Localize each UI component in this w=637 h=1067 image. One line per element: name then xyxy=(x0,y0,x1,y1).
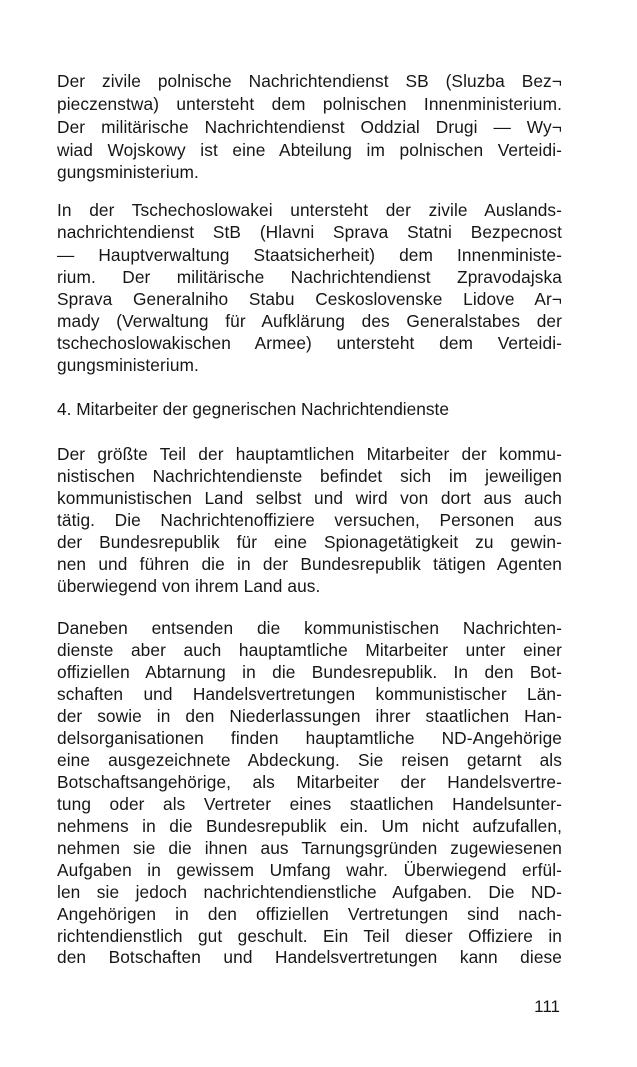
paragraph-4-line-10: nehmens in die Bundesrepublik ein. Um nicht aufzufallen, xyxy=(57,816,562,836)
paragraph-4-line-5: der sowie in den Niederlassungen ihrer staatlichen Han- xyxy=(57,706,562,726)
paragraph-1-line-4: wiad Wojskowy ist eine Abteilung im polnischen Verteidi- xyxy=(57,140,562,160)
paragraph-1-line-5: gungsministerium. xyxy=(57,162,199,182)
page-number: 111 xyxy=(534,997,560,1016)
paragraph-4-line-2: dienste aber auch hauptamtliche Mitarbeiter unter einer xyxy=(57,640,562,660)
paragraph-3-line-3: kommunistischen Land selbst und wird von dort aus auch xyxy=(57,488,562,508)
paragraph-2-line-5: Sprava Generalniho Stabu Ceskoslovenske Lidove Ar¬ xyxy=(57,289,562,309)
paragraph-3-line-4: tätig. Die Nachrichtenoffiziere versuchen, Personen aus xyxy=(57,510,562,530)
paragraph-1-line-1: Der zivile polnische Nachrichtendienst SB (Sluzba Bez¬ xyxy=(57,71,562,91)
paragraph-2-line-8: gungsministerium. xyxy=(57,355,199,375)
paragraph-1-line-3: Der militärische Nachrichtendienst Oddzial Drugi — Wy¬ xyxy=(57,117,562,137)
paragraph-2-line-1: In der Tschechoslowakei untersteht der zivile Auslands- xyxy=(57,200,562,220)
paragraph-4-line-14: Angehörigen in den offiziellen Vertretungen sind nach- xyxy=(57,904,562,924)
paragraph-2-line-7: tschechoslowakischen Armee) untersteht dem Verteidi- xyxy=(57,333,562,353)
paragraph-4-line-7: eine ausgezeichnete Abdeckung. Sie reisen getarnt als xyxy=(57,750,562,770)
paragraph-2-line-2: nachrichtendienst StB (Hlavni Sprava Statni Bezpecnost xyxy=(57,222,562,242)
paragraph-4-line-9: tung oder als Vertreter eines staatlichen Handelsunter- xyxy=(57,794,562,814)
section-heading: 4. Mitarbeiter der gegnerischen Nachrichtendienste xyxy=(57,399,449,419)
paragraph-4-line-12: Aufgaben in gewissem Umfang wahr. Überwiegend erfül- xyxy=(57,860,562,880)
paragraph-2-line-6: mady (Verwaltung für Aufklärung des Generalstabes der xyxy=(57,311,562,331)
paragraph-4-line-4: schaften und Handelsvertretungen kommunistischer Län- xyxy=(57,684,562,704)
paragraph-4-line-6: delsorganisationen finden hauptamtliche ND-Angehörige xyxy=(57,728,562,748)
paragraph-4-line-16: den Botschaften und Handelsvertretungen kann diese xyxy=(57,947,562,967)
paragraph-1-line-2: pieczenstwa) untersteht dem polnischen Innenministerium. xyxy=(57,94,562,114)
paragraph-3-line-1: Der größte Teil der hauptamtlichen Mitarbeiter der kommu- xyxy=(57,444,562,464)
paragraph-3-line-6: nen und führen die in der Bundesrepublik tätigen Agenten xyxy=(57,554,562,574)
paragraph-4-line-1: Daneben entsenden die kommunistischen Nachrichten- xyxy=(57,618,562,638)
paragraph-3-line-5: der Bundesrepublik für eine Spionagetätigkeit zu gewin- xyxy=(57,532,562,552)
paragraph-4-line-11: nehmen sie die ihnen aus Tarnungsgründen zugewiesenen xyxy=(57,838,562,858)
paragraph-3-line-7: überwiegend von ihrem Land aus. xyxy=(57,576,321,596)
paragraph-2-line-3: — Hauptverwaltung Staatsicherheit) dem Innenministe- xyxy=(57,245,562,265)
paragraph-2-line-4: rium. Der militärische Nachrichtendienst Zpravodajska xyxy=(57,267,562,287)
paragraph-4-line-13: len sie jedoch nachrichtendienstliche Aufgaben. Die ND- xyxy=(57,882,562,902)
paragraph-4-line-15: richtendienstlich gut geschult. Ein Teil dieser Offiziere in xyxy=(57,926,562,946)
paragraph-4-line-8: Botschaftsangehörige, als Mitarbeiter der Handelsvertre- xyxy=(57,772,562,792)
paragraph-3-line-2: nistischen Nachrichtendienste befindet sich im jeweiligen xyxy=(57,466,562,486)
paragraph-4-line-3: offiziellen Abtarnung in die Bundesrepublik. In den Bot- xyxy=(57,662,562,682)
